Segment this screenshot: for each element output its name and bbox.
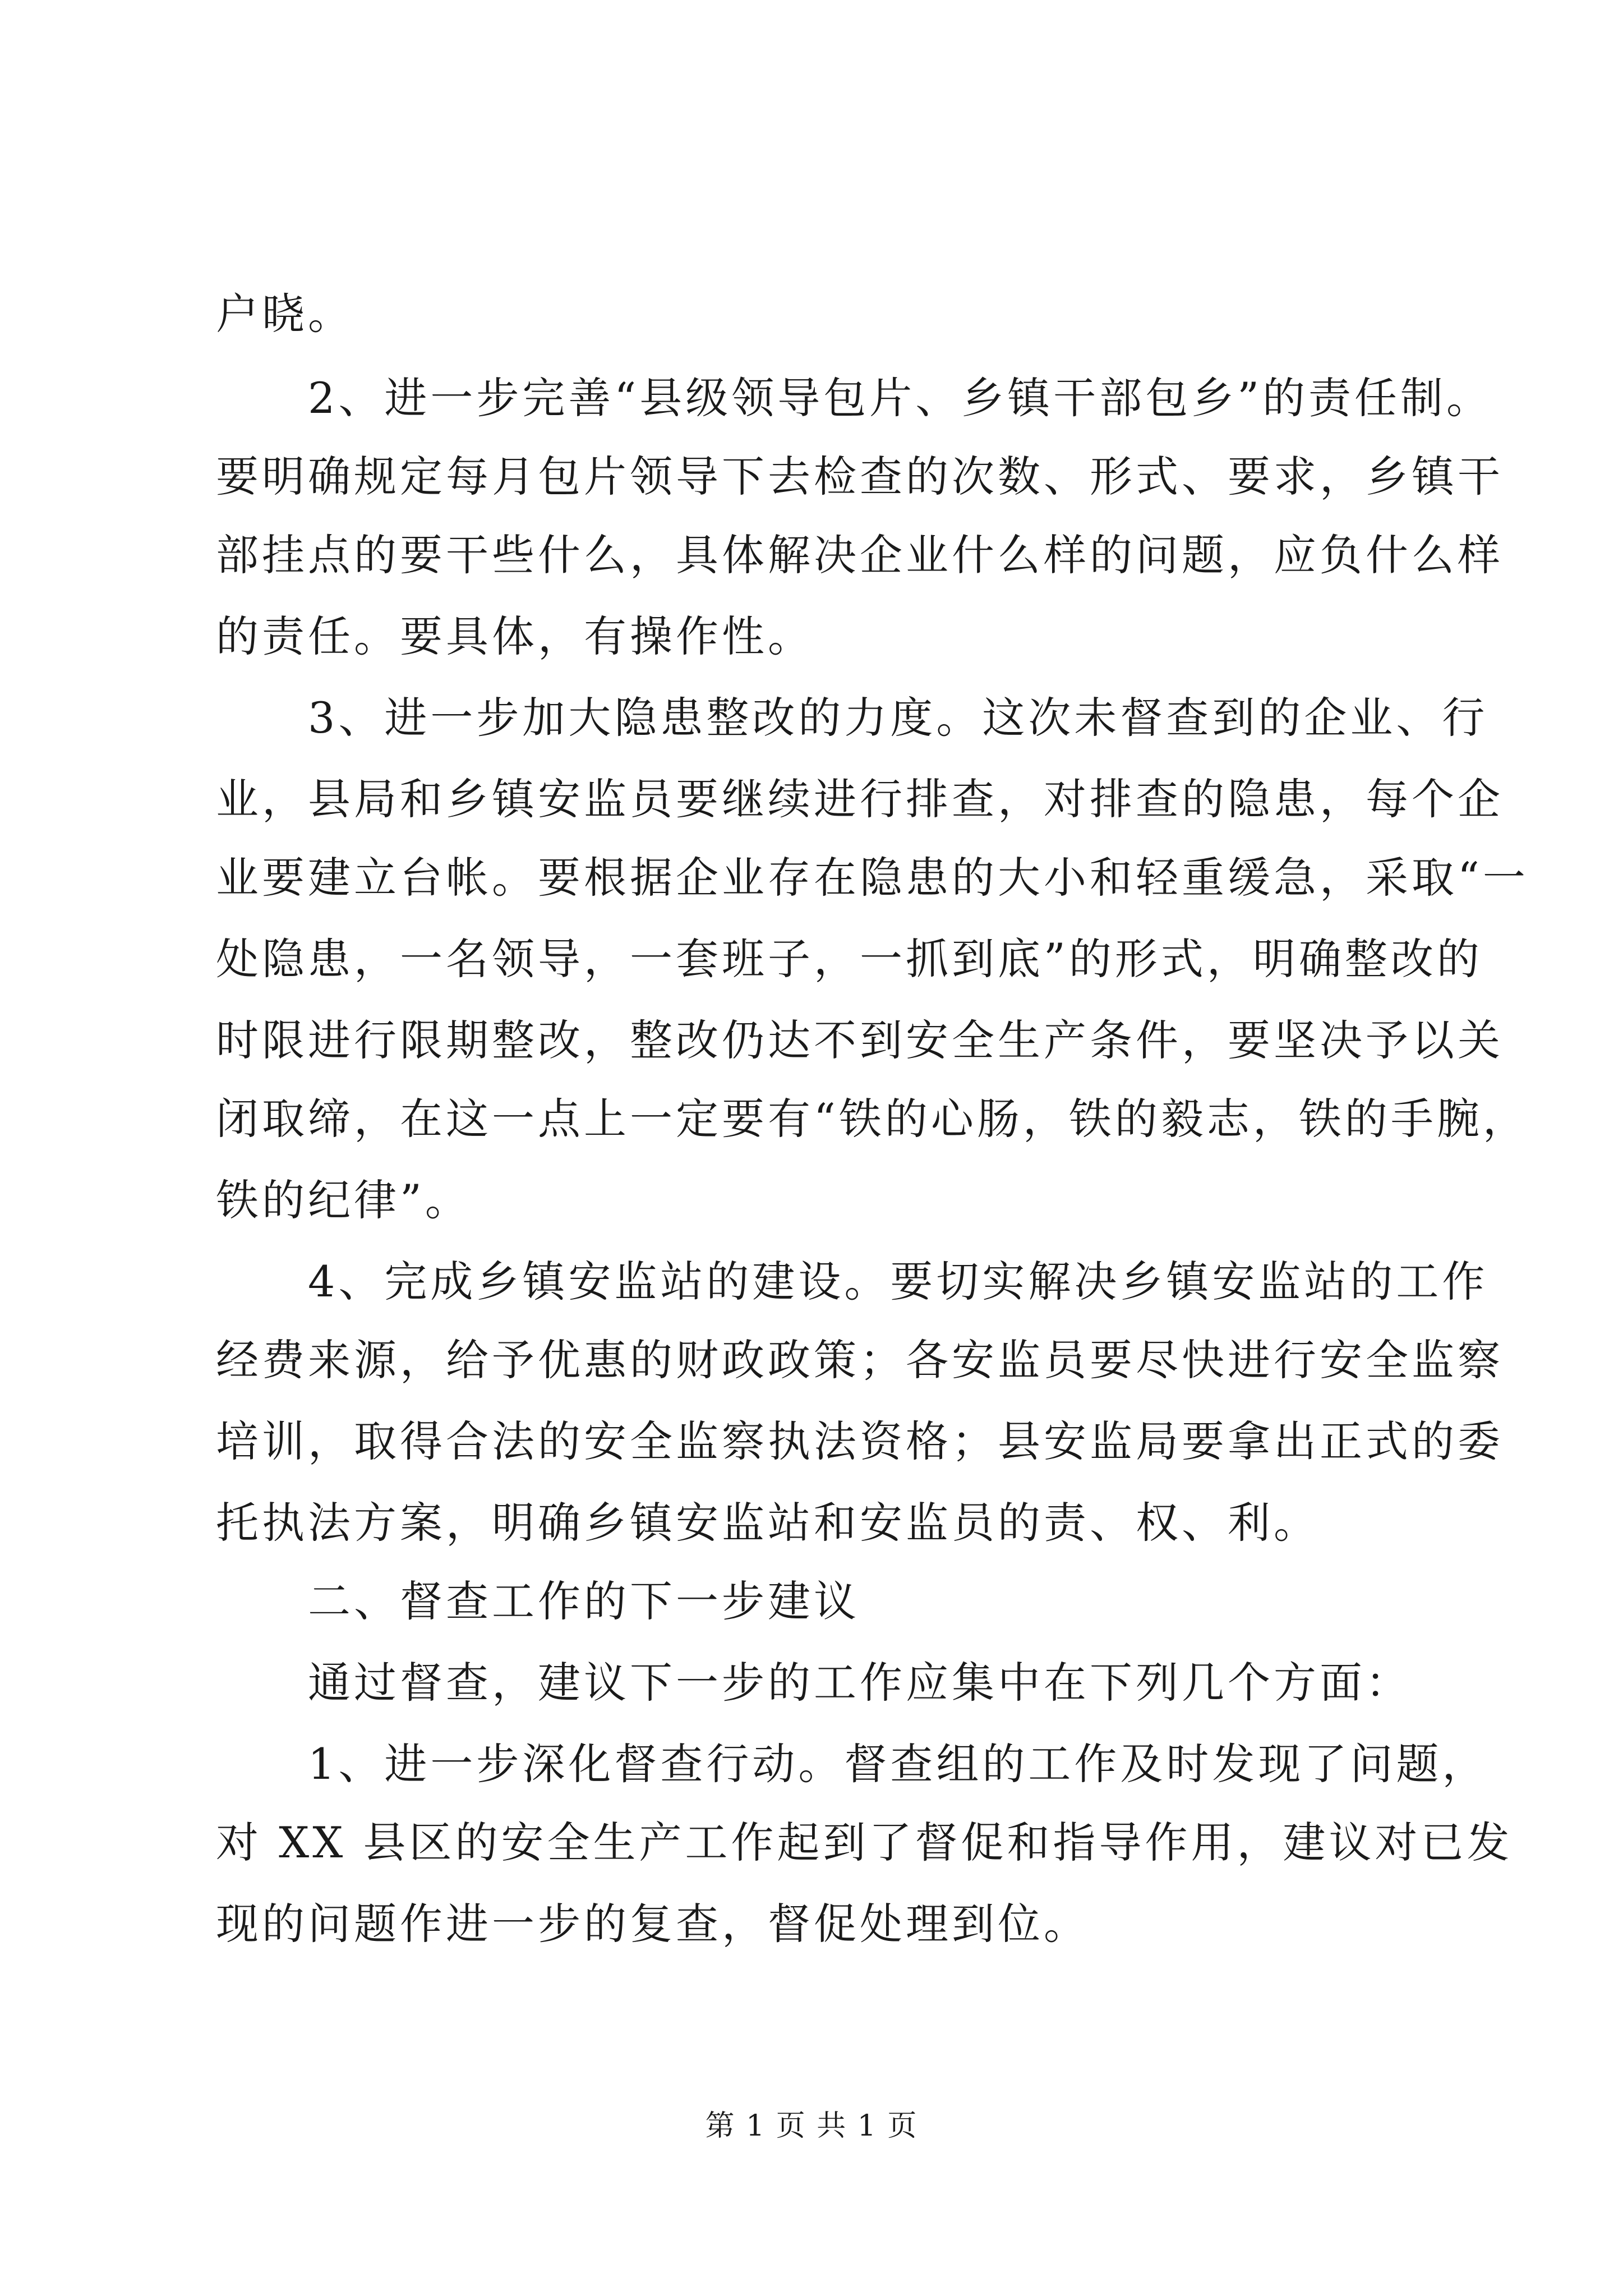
text-line: 通过督查，建议下一步的工作应集中在下列几个方面： <box>216 1658 1412 1708</box>
page-number-footer: 第 1 页 共 1 页 <box>705 2109 918 2143</box>
text-line: 闭取缔，在这一点上一定要有“铁的心肠，铁的毅志，铁的手腕， <box>216 1094 1529 1144</box>
text-line: 时限进行限期整改，整改仍达不到安全生产条件，要坚决予以关 <box>216 1015 1504 1065</box>
text-line: 2、进一步完善“县级领导包片、乡镇干部包乡”的责任制。 <box>216 373 1493 423</box>
text-line: 3、进一步加大隐患整改的力度。这次未督查到的企业、行 <box>216 693 1488 743</box>
text-line: 业要建立台帐。要根据企业存在隐患的大小和轻重缓急，采取“一 <box>216 853 1529 903</box>
text-line: 对 XX 县区的安全生产工作起到了督促和指导作用，建议对已发 <box>216 1818 1513 1867</box>
text-line: 的责任。要具体，有操作性。 <box>216 611 814 661</box>
text-line: 托执法方案，明确乡镇安监站和安监员的责、权、利。 <box>216 1498 1320 1548</box>
text-line: 经费来源，给予优惠的财政政策；各安监员要尽快进行安全监察 <box>216 1335 1504 1385</box>
text-line: 要明确规定每月包片领导下去检查的次数、形式、要求，乡镇干 <box>216 452 1504 501</box>
text-line: 业，县局和乡镇安监员要继续进行排查，对排查的隐患，每个企 <box>216 774 1504 824</box>
text-line: 4、完成乡镇安监站的建设。要切实解决乡镇安监站的工作 <box>216 1257 1488 1306</box>
text-line: 户晓。 <box>216 289 354 339</box>
section-heading: 二、督查工作的下一步建议 <box>216 1576 860 1626</box>
text-line: 处隐患，一名领导，一套班子，一抓到底”的形式，明确整改的 <box>216 934 1483 984</box>
text-line: 培训，取得合法的安全监察执法资格；县安监局要拿出正式的委 <box>216 1416 1504 1466</box>
text-line: 现的问题作进一步的复查，督促处理到位。 <box>216 1899 1090 1949</box>
text-line: 铁的纪律”。 <box>216 1175 471 1225</box>
text-line: 1、进一步深化督查行动。督查组的工作及时发现了问题， <box>216 1739 1488 1789</box>
text-line: 部挂点的要干些什么，具体解决企业什么样的问题，应负什么样 <box>216 530 1504 580</box>
